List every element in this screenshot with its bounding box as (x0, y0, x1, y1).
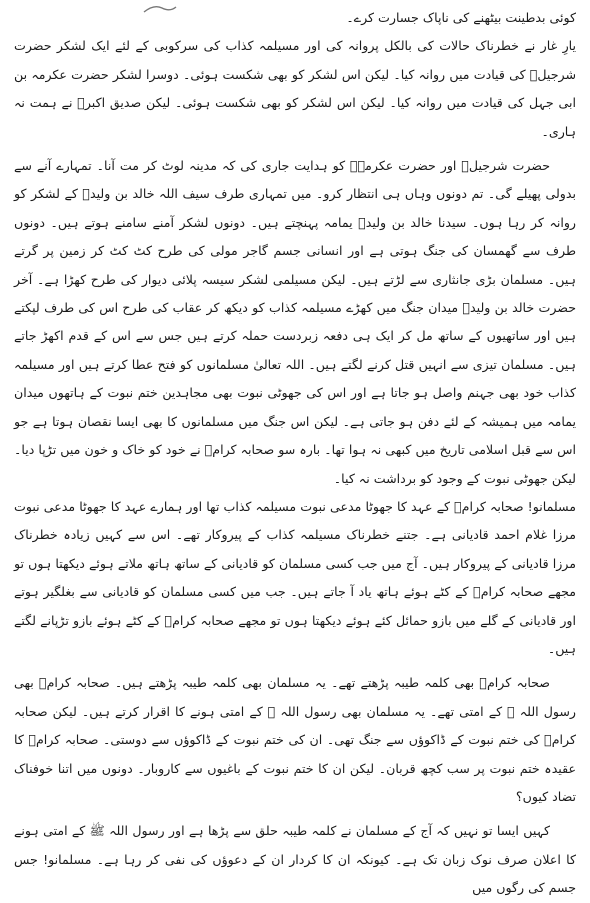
paragraph-closing: کہیں ایسا تو نہیں کہ آج کے مسلمان نے کلمہ طیبہ حلق سے پڑھا ہے اور رسول اللہ ﷺ کے امتی ہونے کا اعلان صرف نوک زبان تک ہے۔ کیونکہ ان کا کردار ان کے دعوؤں کی نفی کر رہا ہے۔ مسلمانو! جس جسم کی رگوں میں (14, 823, 576, 896)
scan-mark (140, 2, 180, 16)
paragraph-yar-e-ghar: یارِ غار نے خطرناک حالات کی بالکل پروانہ کی اور مسیلمہ کذاب کی سرکوبی کے لئے ایک لشکر حضرت شرجیلؓ کی قیادت میں روانہ کیا۔ لیکن اس لشکر کو بھی شکست ہوئی۔ دوسرا لشکر حضرت عکرمہ بن ابی جہل کی قیادت میں روانہ کیا۔ لیکن اس لشکر کو بھی شکست ہوئی۔ لیکن صدیق اکبرؓ نے ہمت نہ ہاری۔ (14, 38, 576, 139)
paragraph-contrast: صحابہ کرامؓ بھی کلمہ طیبہ پڑھتے تھے۔ یہ مسلمان بھی کلمہ طیبہ پڑھتے ہیں۔ صحابہ کرامؓ بھی رسول اللہ ﷺ کے امتی تھے۔ یہ مسلمان بھی رسول اللہ ﷺ کے امتی ہونے کا اقرار کرتے ہیں۔ لیکن صحابہ کرامؓ کی ختم نبوت کے ڈاکوؤں سے جنگ تھی۔ ان کی ختم نبوت کے ڈاکوؤں سے دوستی۔ صحابہ کرامؓ کا عقیدہ ختم نبوت پر سب کچھ قربان۔ لیکن ان کا ختم نبوت کے باغیوں سے کاروبار۔ دونوں میں اتنا خوفناک تضاد کیوں؟ (14, 675, 576, 804)
paragraph-continuation: کوئی بدطینت بیٹھنے کی ناپاک جسارت کرے۔ (346, 10, 576, 25)
paragraph-battle-of-yamama: حضرت شرجیلؓ اور حضرت عکرمہؓ کو ہدایت جاری کی کہ مدینہ لوٹ کر مت آنا۔ تمہارے آنے سے بدولی پھیلے گی۔ تم دونوں وہاں ہی انتظار کرو۔ میں تمہاری طرف سیف اللہ خالد بن ولیدؓ کے لشکر کو روانہ کر رہا ہوں۔ سیدنا خالد بن ولیدؓ یمامہ پہنچتے ہیں۔ دونوں لشکر آمنے سامنے ہوتے ہیں۔ دونوں طرف سے گھمسان کی جنگ ہوتی ہے اور انسانی جسم گاجر مولی کی طرح کٹ کٹ کر زمین پر گرتے ہیں۔ مسلمان بڑی جانثاری سے لڑتے ہیں۔ لیکن مسیلمی لشکر سیسہ پلائی دیوار کی طرح کھڑا ہے۔ آخر حضرت خالد بن ولیدؓ میدان جنگ میں کھڑے مسیلمہ کذاب کو دیکھ کر عقاب کی طرح اس کی طرف لپکتے ہیں اور ساتھیوں کے ساتھ مل کر ایک ہی دفعہ زبردست حملہ کرتے ہیں جس سے اس کے قدم اکھڑ جاتے ہیں۔ مسلمان تیزی سے انہیں قتل کرنے لگتے ہیں۔ اللہ تعالیٰ مسلمانوں کو فتح عطا کرتے ہیں اور مسیلمہ کذاب خود بھی جہنم واصل ہو جاتا ہے اور اس کی جھوٹی نبوت بھی مجاہدین ختم نبوت کے ہاتھوں میدان یمامہ میں ہمیشہ کے لئے دفن ہو جاتی ہے۔ لیکن اس جنگ میں مسلمانوں کا بھی ایسا نقصان ہوتا ہے جو اس سے قبل اسلامی تاریخ میں کبھی نہ ہوا تھا۔ بارہ سو صحابہ کرامؓ نے خود کو خاک و خون میں تڑپا دیا۔ لیکن جھوٹی نبوت کے وجود کو برداشت نہ کیا۔ (14, 158, 576, 486)
paragraph-false-prophets: مسلمانو! صحابہ کرامؓ کے عہد کا جھوٹا مدعی نبوت مسیلمہ کذاب تھا اور ہمارے عہد کا جھوٹا مدعی نبوت مرزا غلام احمد قادیانی ہے۔ جتنے خطرناک مسیلمہ کذاب کے پیروکار تھے۔ اس سے کہیں زیادہ خطرناک مرزا قادیانی کے پیروکار ہیں۔ آج میں جب کسی مسلمان کو قادیانی کے ساتھ ہاتھ ملاتے ہوئے دیکھتا ہوں تو مجھے صحابہ کرامؓ کے کٹے ہوئے ہاتھ یاد آ جاتے ہیں۔ جب میں کسی مسلمان کو قادیانی سے بغلگیر ہوتے اور قادیانی کے گلے میں بازو حمائل کئے ہوئے دیکھتا ہوں تو مجھے صحابہ کرامؓ کے کٹے ہوئے بازو تڑپانے لگتے ہیں۔ (14, 498, 576, 656)
